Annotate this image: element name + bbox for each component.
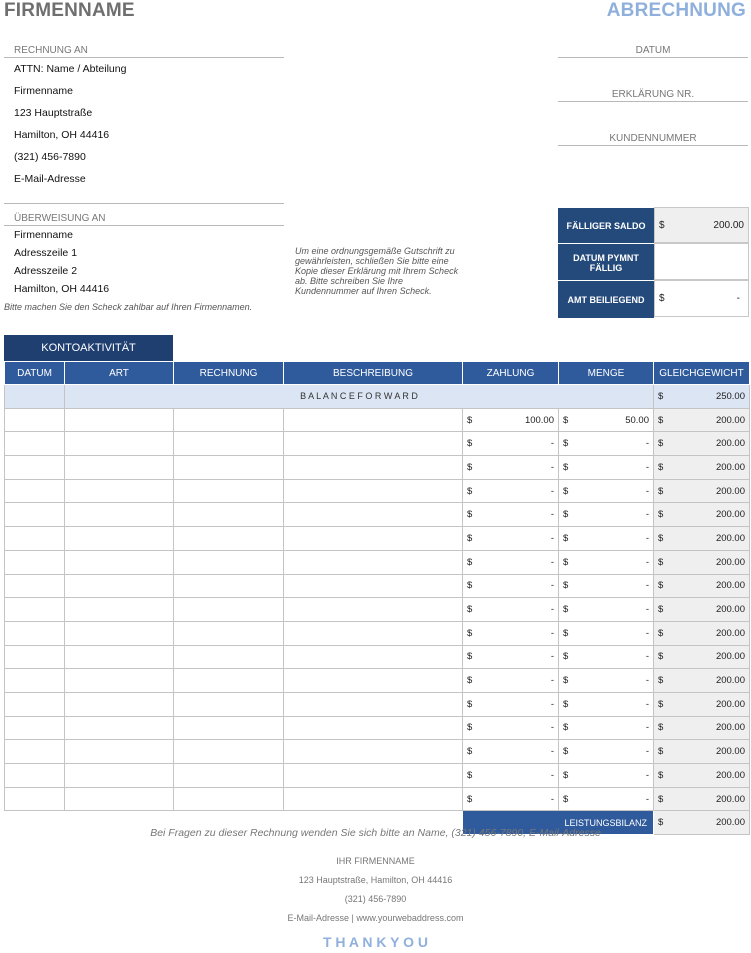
currency-symbol: $: [467, 485, 473, 497]
table-row: [5, 669, 750, 693]
col-balance: GLEICHGEWICHT: [654, 362, 750, 385]
cell[interactable]: [65, 456, 174, 480]
divider: [4, 203, 284, 204]
currency-symbol: $: [563, 438, 569, 450]
amount: -: [645, 722, 649, 734]
cell[interactable]: [65, 408, 174, 432]
cell[interactable]: [65, 550, 174, 574]
amount: -: [645, 769, 649, 781]
amount: 200.00: [715, 675, 745, 687]
credit-note: Um eine ordnungsgemäße Gutschrift zu gewährleisten, schließen Sie bitte eine Kopie dieser Erklärung mit Ihrem Scheck ab. Bitte schreiben Sie Ihre Kundennummer auf Ihren Scheck.: [295, 246, 459, 296]
table-row: [5, 527, 750, 551]
cell[interactable]: [5, 692, 65, 716]
cell[interactable]: [174, 456, 284, 480]
cell[interactable]: [5, 408, 65, 432]
currency-symbol: $: [563, 509, 569, 521]
due-balance-value: [654, 207, 749, 243]
amount: -: [645, 556, 649, 568]
table-row: [5, 716, 750, 740]
payment-cell[interactable]: [463, 787, 559, 811]
balance-cell: [654, 456, 750, 480]
cell[interactable]: [5, 787, 65, 811]
cell[interactable]: [284, 408, 463, 432]
amount: 200.00: [715, 651, 745, 663]
cell[interactable]: [174, 740, 284, 764]
amount: -: [645, 746, 649, 758]
cell[interactable]: [5, 479, 65, 503]
cell[interactable]: [65, 740, 174, 764]
cell[interactable]: [174, 764, 284, 788]
divider: [558, 101, 748, 102]
payment-cell[interactable]: [463, 479, 559, 503]
bill-to-line: Firmenname: [14, 85, 73, 97]
cell[interactable]: [284, 479, 463, 503]
currency-symbol: $: [467, 698, 473, 710]
amount-cell[interactable]: [559, 740, 654, 764]
cell[interactable]: [65, 598, 174, 622]
divider: [4, 225, 284, 226]
amount: -: [550, 722, 554, 734]
cell[interactable]: [65, 527, 174, 551]
footer-company: IHR FIRMENNAME: [336, 856, 415, 866]
col-payment: ZAHLUNG: [463, 362, 559, 385]
amount: 200.00: [715, 532, 745, 544]
currency-symbol: $: [658, 414, 664, 426]
table-row: [5, 740, 750, 764]
amount: -: [550, 698, 554, 710]
table-row: [5, 598, 750, 622]
cell[interactable]: [284, 740, 463, 764]
amount: -: [550, 461, 554, 473]
amount: -: [645, 651, 649, 663]
currency-symbol: $: [467, 722, 473, 734]
remit-to-label: ÜBERWEISUNG AN: [14, 213, 106, 224]
activity-table: [4, 361, 750, 835]
amount-cell[interactable]: [559, 621, 654, 645]
cell[interactable]: [5, 669, 65, 693]
currency-symbol: $: [563, 580, 569, 592]
amount: -: [645, 675, 649, 687]
cell[interactable]: [174, 503, 284, 527]
amount: 200.00: [715, 627, 745, 639]
payment-cell[interactable]: [463, 621, 559, 645]
payment-cell[interactable]: [463, 574, 559, 598]
cell[interactable]: [284, 645, 463, 669]
amount: 200.00: [715, 604, 745, 616]
currency-symbol: $: [658, 532, 664, 544]
document-title: ABRECHNUNG: [606, 0, 746, 21]
currency-symbol: $: [658, 438, 664, 450]
remit-line: Adresszeile 2: [14, 265, 78, 277]
payment-cell[interactable]: [463, 432, 559, 456]
amount: 200.00: [715, 485, 745, 497]
currency-symbol: $: [467, 414, 473, 426]
cell[interactable]: [65, 764, 174, 788]
amount: 200.00: [715, 698, 745, 710]
remit-line: Firmenname: [14, 229, 73, 241]
cell[interactable]: [284, 621, 463, 645]
cell[interactable]: [5, 598, 65, 622]
currency-symbol: $: [658, 746, 664, 758]
divider: [558, 145, 748, 146]
currency-symbol: $: [658, 556, 664, 568]
amount: -: [550, 746, 554, 758]
col-invoice: RECHNUNG: [174, 362, 284, 385]
date-label: DATUM: [635, 45, 671, 56]
amount: -: [550, 438, 554, 450]
cell[interactable]: [65, 669, 174, 693]
cell[interactable]: [174, 598, 284, 622]
amount: 200.00: [715, 746, 745, 758]
balance-cell: [654, 740, 750, 764]
cell[interactable]: [65, 621, 174, 645]
amount: 200.00: [715, 438, 745, 450]
amount: 200.00: [713, 219, 744, 231]
amount: 200.00: [715, 509, 745, 521]
currency-symbol: $: [658, 675, 664, 687]
currency-symbol: $: [467, 556, 473, 568]
payment-cell[interactable]: [463, 740, 559, 764]
currency-symbol: $: [467, 793, 473, 805]
amount: -: [645, 698, 649, 710]
amount: -: [550, 793, 554, 805]
amount: -: [645, 509, 649, 521]
statement-number-label: ERKLÄRUNG NR.: [611, 89, 695, 100]
total-label: LEISTUNGSBILANZ: [463, 811, 654, 835]
col-description: BESCHREIBUNG: [284, 362, 463, 385]
currency-symbol: $: [658, 604, 664, 616]
amount: -: [645, 580, 649, 592]
currency-symbol: $: [467, 651, 473, 663]
amount-cell[interactable]: [559, 479, 654, 503]
currency-symbol: $: [563, 627, 569, 639]
currency-symbol: $: [563, 651, 569, 663]
payment-cell[interactable]: [463, 598, 559, 622]
currency-symbol: $: [563, 746, 569, 758]
cell[interactable]: [65, 645, 174, 669]
cell[interactable]: [284, 692, 463, 716]
amount-cell[interactable]: [559, 574, 654, 598]
cell[interactable]: [174, 787, 284, 811]
currency-symbol: $: [658, 461, 664, 473]
currency-symbol: $: [563, 414, 569, 426]
cell[interactable]: [65, 479, 174, 503]
payment-cell[interactable]: [463, 692, 559, 716]
currency-symbol: $: [467, 746, 473, 758]
payment-cell[interactable]: [463, 764, 559, 788]
thank-you: T H A N K Y O U: [322, 934, 428, 950]
cell[interactable]: [284, 764, 463, 788]
currency-symbol: $: [658, 817, 664, 829]
currency-symbol: $: [467, 627, 473, 639]
col-type: ART: [65, 362, 174, 385]
amount: -: [550, 485, 554, 497]
cell[interactable]: [174, 527, 284, 551]
divider: [558, 57, 748, 58]
footer-address: 123 Hauptstraße, Hamilton, OH 44416: [298, 875, 453, 885]
balance-cell: [654, 598, 750, 622]
cell[interactable]: [5, 740, 65, 764]
currency-symbol: $: [563, 556, 569, 568]
cell[interactable]: [65, 692, 174, 716]
bill-to-line: (321) 456-7890: [14, 151, 86, 163]
table-row: [5, 764, 750, 788]
currency-symbol: $: [563, 485, 569, 497]
account-activity-tab: KONTOAKTIVITÄT: [4, 335, 173, 361]
amount-cell[interactable]: [559, 716, 654, 740]
table-row: [5, 550, 750, 574]
amount-cell[interactable]: [559, 692, 654, 716]
cell[interactable]: [65, 716, 174, 740]
currency-symbol: $: [467, 580, 473, 592]
bill-to-line: Hamilton, OH 44416: [14, 129, 110, 141]
table-row: [5, 621, 750, 645]
cell[interactable]: [174, 432, 284, 456]
cell[interactable]: [174, 550, 284, 574]
currency-symbol: $: [563, 722, 569, 734]
currency-symbol: $: [658, 769, 664, 781]
bill-to-line: 123 Hauptstraße: [14, 107, 93, 119]
cell[interactable]: [174, 669, 284, 693]
cell[interactable]: [284, 527, 463, 551]
amount: 250.00: [715, 390, 745, 402]
amount: 200.00: [715, 414, 745, 426]
cell[interactable]: [5, 716, 65, 740]
currency-symbol: $: [563, 532, 569, 544]
cell[interactable]: [284, 598, 463, 622]
cell[interactable]: [284, 503, 463, 527]
cell[interactable]: [284, 456, 463, 480]
amount: 200.00: [715, 769, 745, 781]
amount-enclosed-label: AMT BEILIEGEND: [558, 280, 654, 318]
payment-cell[interactable]: [463, 503, 559, 527]
footer-contact: E-Mail-Adresse | www.yourwebaddress.com: [287, 913, 464, 923]
table-row: [5, 692, 750, 716]
balance-cell: [654, 408, 750, 432]
amount: -: [550, 580, 554, 592]
currency-symbol: $: [563, 461, 569, 473]
balance-cell: [654, 574, 750, 598]
cell[interactable]: [5, 550, 65, 574]
cell[interactable]: [174, 574, 284, 598]
company-title: FIRMENNAME: [4, 0, 135, 21]
cell[interactable]: [284, 432, 463, 456]
cell[interactable]: [65, 432, 174, 456]
balance-forward-label: B A L A N C E F O R W A R D: [65, 385, 654, 409]
currency-symbol: $: [658, 485, 664, 497]
currency-symbol: $: [563, 698, 569, 710]
amount-cell[interactable]: [559, 408, 654, 432]
cell[interactable]: [284, 669, 463, 693]
cell[interactable]: [174, 716, 284, 740]
cell: [5, 385, 65, 409]
cell[interactable]: [65, 574, 174, 598]
customer-number-label: KUNDENNUMMER: [609, 133, 697, 144]
balance-cell: [654, 527, 750, 551]
currency-symbol: $: [658, 580, 664, 592]
amount: 200.00: [715, 580, 745, 592]
amount-cell[interactable]: [559, 432, 654, 456]
amount: -: [550, 509, 554, 521]
table-row: [5, 408, 750, 432]
balance-cell: [654, 432, 750, 456]
amount: 50.00: [625, 414, 649, 426]
balance-cell: [654, 669, 750, 693]
currency-symbol: $: [467, 604, 473, 616]
currency-symbol: $: [658, 722, 664, 734]
footer-phone: (321) 456-7890: [344, 894, 407, 904]
cell[interactable]: [174, 479, 284, 503]
amount: 200.00: [715, 461, 745, 473]
amount-cell[interactable]: [559, 669, 654, 693]
table-row: [5, 479, 750, 503]
amount: -: [645, 485, 649, 497]
balance-cell: [654, 479, 750, 503]
amount: -: [550, 675, 554, 687]
currency-symbol: $: [467, 675, 473, 687]
currency-symbol: $: [467, 438, 473, 450]
currency-symbol: $: [658, 390, 664, 402]
amount: -: [550, 627, 554, 639]
amount: -: [645, 461, 649, 473]
balance-cell: [654, 503, 750, 527]
payment-cell[interactable]: [463, 408, 559, 432]
currency-symbol: $: [563, 675, 569, 687]
payable-note: Bitte machen Sie den Scheck zahlbar auf Ihren Firmennamen.: [4, 302, 253, 312]
balance-forward-row: [5, 385, 750, 409]
balance-cell: [654, 764, 750, 788]
cell[interactable]: [174, 621, 284, 645]
cell[interactable]: [284, 574, 463, 598]
balance-cell: [654, 787, 750, 811]
questions-note: Bei Fragen zu dieser Rechnung wenden Sie sich bitte an Name, (321) 456-7890, E-Mail-Adresse: [150, 827, 601, 839]
payment-cell[interactable]: [463, 645, 559, 669]
cell[interactable]: [174, 692, 284, 716]
amount: -: [645, 793, 649, 805]
currency-symbol: $: [659, 219, 665, 231]
cell[interactable]: [5, 503, 65, 527]
amount-cell[interactable]: [559, 645, 654, 669]
cell[interactable]: [5, 621, 65, 645]
amount: -: [550, 556, 554, 568]
currency-symbol: $: [467, 769, 473, 781]
currency-symbol: $: [658, 509, 664, 521]
amount: -: [645, 604, 649, 616]
amount-cell[interactable]: [559, 598, 654, 622]
payment-cell[interactable]: [463, 456, 559, 480]
currency-symbol: $: [658, 698, 664, 710]
payment-cell[interactable]: [463, 550, 559, 574]
currency-symbol: $: [563, 769, 569, 781]
table-row: [5, 645, 750, 669]
cell[interactable]: [284, 550, 463, 574]
col-amount: MENGE: [559, 362, 654, 385]
cell[interactable]: [284, 787, 463, 811]
table-row: [5, 432, 750, 456]
remit-line: Hamilton, OH 44416: [14, 283, 110, 295]
balance-cell: [654, 645, 750, 669]
table-header-row: [5, 362, 750, 385]
amount-cell[interactable]: [559, 550, 654, 574]
bill-to-label: RECHNUNG AN: [14, 45, 88, 56]
currency-symbol: $: [467, 461, 473, 473]
currency-symbol: $: [563, 604, 569, 616]
balance-forward-value: [654, 385, 750, 409]
cell[interactable]: [5, 527, 65, 551]
cell[interactable]: [284, 716, 463, 740]
cell[interactable]: [5, 645, 65, 669]
cell[interactable]: [174, 645, 284, 669]
payment-cell[interactable]: [463, 669, 559, 693]
balance-cell: [654, 621, 750, 645]
currency-symbol: $: [659, 293, 665, 304]
amount-enclosed-value[interactable]: [654, 280, 749, 317]
amount-cell[interactable]: [559, 764, 654, 788]
currency-symbol: $: [563, 793, 569, 805]
table-row: [5, 503, 750, 527]
amount: -: [550, 651, 554, 663]
cell[interactable]: [174, 408, 284, 432]
cell[interactable]: [5, 764, 65, 788]
col-date: DATUM: [5, 362, 65, 385]
amount: 100.00: [524, 414, 554, 426]
currency-symbol: $: [658, 793, 664, 805]
balance-cell: [654, 692, 750, 716]
bill-to-line: E-Mail-Adresse: [14, 173, 86, 185]
payment-cell[interactable]: [463, 527, 559, 551]
currency-symbol: $: [467, 532, 473, 544]
amount-cell[interactable]: [559, 503, 654, 527]
amount: -: [645, 627, 649, 639]
table-row: [5, 574, 750, 598]
amount: 200.00: [715, 556, 745, 568]
cell[interactable]: [5, 432, 65, 456]
currency-symbol: $: [658, 651, 664, 663]
cell[interactable]: [5, 456, 65, 480]
divider: [4, 57, 284, 58]
amount: -: [645, 532, 649, 544]
amount: -: [550, 532, 554, 544]
remit-line: Adresszeile 1: [14, 247, 78, 259]
amount: 200.00: [715, 817, 745, 829]
amount: 200.00: [715, 722, 745, 734]
amount: -: [550, 604, 554, 616]
cell[interactable]: [5, 574, 65, 598]
balance-cell: [654, 716, 750, 740]
currency-symbol: $: [658, 627, 664, 639]
payment-due-date-value[interactable]: [654, 243, 749, 280]
table-row: [5, 456, 750, 480]
balance-cell: [654, 550, 750, 574]
amount: -: [550, 769, 554, 781]
payment-due-date-label: DATUM PYMNT FÄLLIG: [558, 243, 654, 281]
amount-cell[interactable]: [559, 527, 654, 551]
amount: -: [736, 293, 740, 304]
amount: -: [645, 438, 649, 450]
table-row: [5, 787, 750, 811]
cell[interactable]: [65, 503, 174, 527]
due-balance-label: FÄLLIGER SALDO: [558, 207, 654, 244]
bill-to-line: ATTN: Name / Abteilung: [14, 63, 127, 75]
payment-cell[interactable]: [463, 716, 559, 740]
currency-symbol: $: [467, 509, 473, 521]
amount: 200.00: [715, 793, 745, 805]
amount-cell[interactable]: [559, 456, 654, 480]
amount-cell[interactable]: [559, 787, 654, 811]
cell[interactable]: [65, 787, 174, 811]
